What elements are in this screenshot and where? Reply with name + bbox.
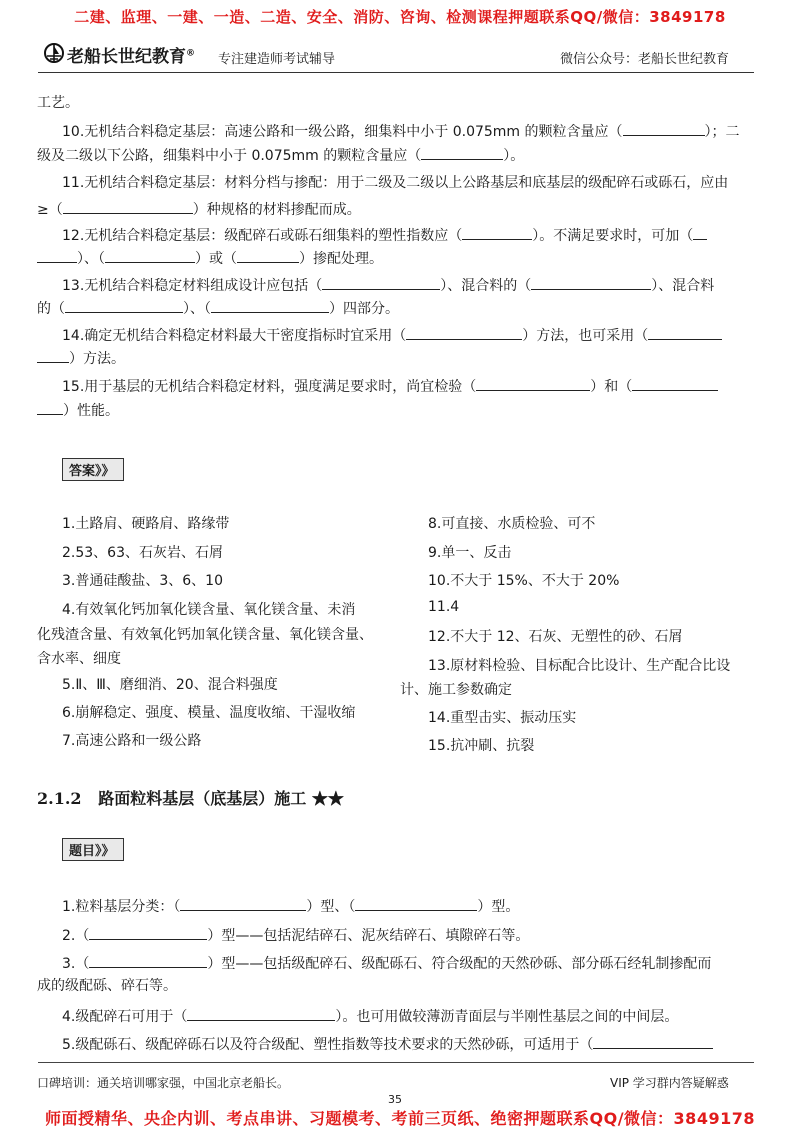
q15-text: 15.用于基层的无机结合料稳定材料，强度满足要求时，尚宜检验（ [62,379,477,395]
bottom-banner: 师面授精华、央企内训、考点串讲、习题模考、考前三页纸、绝密押题联系QQ/微信：3849178 [45,1109,755,1128]
q12-blank2 [693,225,707,240]
star-rating: ★★ [311,789,344,808]
q14-blank1 [406,325,522,340]
q13-line1 [62,275,714,295]
p5-text: 5.级配砾石、级配碎砾石以及符合级配、塑性指数等技术要求的天然砂砾，可适用于（ [62,1037,594,1053]
logo-name: 老船长世纪教育 [67,47,186,67]
q12-blank3 [105,248,195,263]
q15-text: ）和（ [590,379,633,395]
q13-text: ）、混合料 [651,278,715,294]
top-banner: 二建、监理、一建、一造、二造、安全、消防、咨询、检测课程押题联系QQ/微信：3849178 [74,8,726,26]
q13-blank2 [531,275,651,290]
q14-line2 [37,348,125,368]
answer-left-6: 6.崩解稳定、强度、模量、温度收缩、干湿收缩 [62,705,356,721]
p5-blank [593,1034,713,1049]
p4-text: ）。也可用做较薄沥青面层与半刚性基层之间的中间层。 [335,1009,679,1025]
footer-left: 口碑培训：通关培训哪家强，中国北京老船长。 [37,1076,290,1090]
answer-right-12: 12.不大于 12、石灰、无塑性的砂、石屑 [428,629,683,645]
q10-text: 级及二级以下公路，细集料中小于 0.075mm 的颗粒含量应（ [37,148,422,164]
q12-blank2b [37,248,77,263]
answer-right-15: 15.抗冲刷、抗裂 [428,738,535,754]
p3-line1 [62,953,711,973]
q14-text: 14.确定无机结合料稳定材料最大干密度指标时宜采用（ [62,328,407,344]
footer-divider [38,1062,754,1063]
p3-blank [89,953,207,968]
answers-heading: 答案》》 [62,458,124,481]
q10-line2 [37,145,524,165]
q10-line1 [62,121,740,141]
q14-line1 [62,325,722,345]
q15-blank1 [476,376,590,391]
q15-line1 [62,376,718,396]
q13-blank3 [65,298,183,313]
q13-text: 13.无机结合料稳定材料组成设计应包括（ [62,278,323,294]
section-name: 路面粒料基层（底基层）施工 [98,789,307,808]
registered-mark: ® [186,48,195,59]
q11-blank [63,199,193,214]
answer-left-3: 3.普通硅酸盐、3、6、10 [62,573,223,589]
q13-text: ）、混合料的（ [440,278,532,294]
p4-blank [187,1006,335,1021]
section-number: 2.1.2 [37,789,82,808]
q11-line1: 11.无机结合料稳定基层：材料分档与掺配：用于二级及二级以上公路基层和底基层的级配碎石或砾石，应由 [62,175,729,191]
answer-left-2: 2.53、63、石灰岩、石屑 [62,545,223,561]
q13-text: ）四部分。 [329,301,399,317]
p2-text: ）型——包括泥结碎石、泥灰结碎石、填隙碎石等。 [207,928,530,944]
q12-blank1 [462,225,532,240]
q15-blank2b [37,400,63,415]
answer-left-5: 5.Ⅱ、Ⅲ、磨细消、20、混合料强度 [62,677,278,693]
header-wechat: 微信公众号：老船长世纪教育 [560,52,730,67]
q10-text: ）。 [503,148,525,164]
q10-text: 10.无机结合料稳定基层：高速公路和一级公路，细集料中小于 0.075mm 的颗粒含量应（ [62,124,623,140]
carry-text: 工艺。 [37,95,79,111]
p1-blank1 [180,896,306,911]
footer-right: VIP 学习群内答疑解惑 [610,1076,729,1090]
answer-left-1: 1.土路肩、硬路肩、路缘带 [62,516,230,532]
q12-text: 12.无机结合料稳定基层：级配碎石或砾石细集料的塑性指数应（ [62,228,463,244]
q14-blank2 [648,325,722,340]
header-subtitle: 专注建造师考试辅导 [218,52,336,67]
q10-blank1 [623,121,705,136]
q12-text: ）或（ [195,251,237,267]
answer-left-4b: 化残渣含量、有效氧化钙加氧化镁含量、氧化镁含量、 [37,627,373,643]
q14-blank2b [37,348,69,363]
q11-text: ）种规格的材料掺配而成。 [192,202,361,218]
answer-left-4c: 含水率、细度 [37,651,121,667]
p3-text: 3.（ [62,956,90,972]
section-title [37,786,344,809]
q12-text: ）掺配处理。 [299,251,383,267]
q10-text: ）；二 [704,124,740,140]
p1-text: ）型、（ [306,899,356,915]
answer-right-10: 10.不大于 15%、不大于 20% [428,573,620,589]
p3-text: ）型——包括级配碎石、级配砾石、符合级配的天然砂砾、部分砾石经轧制掺配而 [207,956,712,972]
q13-blank1 [322,275,440,290]
p2-blank [89,925,207,940]
q10-blank2 [421,145,503,160]
answer-left-7: 7.高速公路和一级公路 [62,733,202,749]
q12-line1 [62,225,707,245]
p4-text: 4.级配碎石可用于（ [62,1009,188,1025]
answer-right-11: 11.4 [428,599,460,615]
q15-line2 [37,400,119,420]
page-number: 35 [388,1093,402,1106]
q15-text: ）性能。 [63,403,119,419]
q11-text: ≥（ [37,202,63,218]
q12-text: ）。不满足要求时，可加（ [532,228,694,244]
q13-line2 [37,298,399,318]
answer-right-13a: 13.原材料检验、目标配合比设计、生产配合比设 [428,658,731,674]
answer-left-4a: 4.有效氧化钙加氧化镁含量、氧化镁含量、未消 [62,602,356,618]
q11-line2 [37,199,361,219]
q13-blank4 [211,298,329,313]
p2-line [62,925,529,945]
q12-text: ）、（ [77,251,105,267]
answer-right-8: 8.可直接、水质检验、可不 [428,516,596,532]
p1-line [62,896,519,916]
p4-line [62,1006,678,1026]
q13-text: 的（ [37,301,65,317]
answer-right-13b: 计、施工参数确定 [400,682,512,698]
p1-blank2 [355,896,477,911]
q12-line2 [37,248,383,268]
q14-text: ）方法，也可采用（ [522,328,649,344]
p1-text: ）型。 [477,899,520,915]
q15-blank2 [632,376,718,391]
ship-logo-icon [44,40,64,66]
p5-line [62,1034,713,1054]
p3-line2: 成的级配砾、碎石等。 [37,978,177,994]
q14-text: ）方法。 [69,351,125,367]
answer-right-14: 14.重型击实、振动压实 [428,710,577,726]
logo-text [67,42,195,67]
q13-text: ）、（ [183,301,211,317]
p2-text: 2.（ [62,928,90,944]
p1-text: 1.粒料基层分类：（ [62,899,181,915]
questions-heading: 题目》》 [62,838,124,861]
answer-right-9: 9.单一、反击 [428,545,512,561]
q12-blank4 [237,248,299,263]
header-divider [38,72,754,73]
